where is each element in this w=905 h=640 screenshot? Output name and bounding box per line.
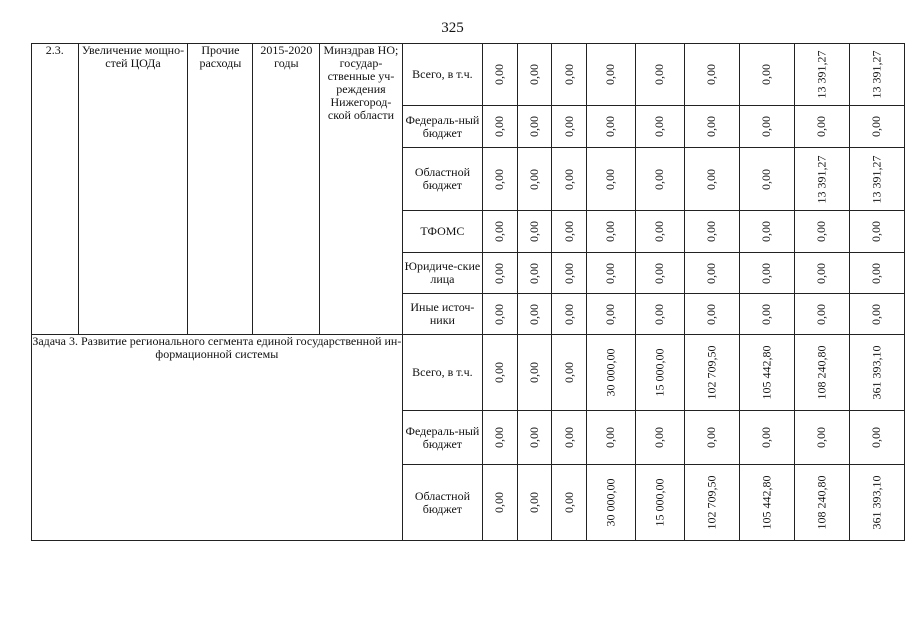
funding-value: 0,00 — [561, 262, 576, 284]
period: 2015-2020 годы — [253, 44, 320, 335]
funding-value-cell — [684, 465, 739, 541]
funding-value: 0,00 — [759, 427, 774, 448]
funding-value: 0,00 — [561, 427, 576, 448]
funding-value-cell — [739, 253, 794, 294]
funding-value-cell — [552, 148, 587, 211]
funding-value-cell — [794, 411, 849, 465]
funding-value-cell — [586, 335, 635, 411]
funding-value: 0,00 — [704, 168, 719, 190]
funding-value: 105 442,80 — [759, 345, 774, 400]
funding-value-cell — [586, 294, 635, 335]
funding-value-cell — [552, 211, 587, 253]
funding-value: 0,00 — [527, 221, 542, 242]
funding-value-cell — [635, 44, 684, 106]
funding-value: 0,00 — [759, 221, 774, 242]
funding-source-label: Областной бюджет — [402, 148, 482, 211]
funding-value-cell — [635, 411, 684, 465]
funding-value-cell — [483, 44, 518, 106]
funding-value: 0,00 — [814, 221, 829, 242]
funding-value-cell — [794, 253, 849, 294]
funding-value-cell — [517, 335, 552, 411]
funding-value-cell — [635, 211, 684, 253]
funding-value: 15 000,00 — [652, 348, 667, 397]
funding-value-cell — [586, 44, 635, 106]
funding-value: 0,00 — [652, 221, 667, 242]
funding-value: 0,00 — [814, 116, 829, 137]
funding-value-cell — [739, 294, 794, 335]
funding-value-cell — [483, 335, 518, 411]
funding-value-cell — [586, 465, 635, 541]
funding-value: 0,00 — [869, 116, 884, 137]
funding-value: 0,00 — [561, 116, 576, 137]
funding-value: 30 000,00 — [603, 348, 618, 397]
funding-value-cell — [552, 253, 587, 294]
executor: Минздрав НО; государ-ственные уч-реждения Нижегород-ской области — [320, 44, 402, 335]
funding-value-cell — [483, 106, 518, 148]
funding-value: 0,00 — [704, 116, 719, 137]
funding-value-cell — [794, 465, 849, 541]
funding-value-cell — [635, 335, 684, 411]
funding-value-cell — [586, 148, 635, 211]
funding-value-cell — [739, 106, 794, 148]
funding-value-cell — [517, 148, 552, 211]
funding-source-label: Всего, в т.ч. — [402, 44, 482, 106]
funding-value-cell — [552, 411, 587, 465]
funding-value-cell — [794, 44, 849, 106]
funding-value-cell — [849, 211, 904, 253]
funding-value-cell — [635, 148, 684, 211]
funding-value-cell — [517, 465, 552, 541]
funding-value-cell — [684, 253, 739, 294]
funding-value: 0,00 — [704, 303, 719, 325]
funding-value: 0,00 — [561, 303, 576, 325]
funding-value: 0,00 — [759, 168, 774, 190]
funding-value: 0,00 — [652, 303, 667, 325]
funding-value-cell — [849, 253, 904, 294]
funding-value-cell — [794, 148, 849, 211]
funding-value: 361 393,10 — [869, 345, 884, 400]
funding-value: 0,00 — [704, 262, 719, 284]
funding-value: 0,00 — [814, 427, 829, 448]
funding-value-cell — [739, 335, 794, 411]
funding-value-cell — [849, 106, 904, 148]
funding-value-cell — [552, 294, 587, 335]
funding-source-label: Всего, в т.ч. — [402, 335, 482, 411]
funding-value: 0,00 — [759, 262, 774, 284]
funding-value: 0,00 — [652, 116, 667, 137]
funding-value: 15 000,00 — [652, 478, 667, 527]
funding-value-cell — [635, 253, 684, 294]
funding-value: 0,00 — [492, 492, 507, 513]
funding-value-cell — [517, 294, 552, 335]
funding-value: 0,00 — [527, 362, 542, 383]
funding-value: 0,00 — [814, 262, 829, 284]
funding-value: 0,00 — [561, 168, 576, 190]
funding-value: 0,00 — [603, 168, 618, 190]
funding-value-cell — [849, 411, 904, 465]
funding-value: 0,00 — [527, 116, 542, 137]
funding-value-cell — [517, 44, 552, 106]
funding-value-cell — [849, 465, 904, 541]
funding-value: 0,00 — [603, 64, 618, 85]
funding-value-cell — [517, 106, 552, 148]
budget-table — [31, 43, 905, 541]
funding-value: 0,00 — [527, 427, 542, 448]
funding-value: 0,00 — [527, 303, 542, 325]
funding-value-cell — [684, 106, 739, 148]
funding-value: 0,00 — [561, 492, 576, 513]
funding-value: 0,00 — [492, 168, 507, 190]
funding-value: 0,00 — [869, 303, 884, 325]
funding-value: 102 709,50 — [704, 345, 719, 400]
funding-value: 0,00 — [492, 116, 507, 137]
funding-value: 0,00 — [869, 427, 884, 448]
funding-value-cell — [684, 411, 739, 465]
funding-value: 0,00 — [759, 116, 774, 137]
funding-value: 0,00 — [561, 362, 576, 383]
funding-value-cell — [849, 335, 904, 411]
funding-value: 105 442,80 — [759, 475, 774, 530]
funding-value-cell — [739, 411, 794, 465]
funding-value: 108 240,80 — [814, 475, 829, 530]
funding-value: 0,00 — [492, 262, 507, 284]
funding-value-cell — [739, 211, 794, 253]
funding-value-cell — [739, 465, 794, 541]
funding-value-cell — [483, 253, 518, 294]
funding-value: 0,00 — [492, 427, 507, 448]
funding-value-cell — [517, 253, 552, 294]
funding-value: 0,00 — [759, 64, 774, 85]
funding-value-cell — [684, 148, 739, 211]
funding-value: 0,00 — [603, 427, 618, 448]
row-number: 2.3. — [32, 44, 79, 335]
funding-value: 0,00 — [561, 64, 576, 85]
funding-value: 0,00 — [869, 262, 884, 284]
funding-value-cell — [483, 294, 518, 335]
funding-value: 0,00 — [603, 303, 618, 325]
funding-value-cell — [586, 211, 635, 253]
funding-source-label: Иные источ-ники — [402, 294, 482, 335]
funding-value: 0,00 — [704, 427, 719, 448]
funding-value: 0,00 — [652, 427, 667, 448]
funding-source-label: ТФОМС — [402, 211, 482, 253]
funding-value: 13 391,27 — [869, 50, 884, 99]
funding-value-cell — [635, 294, 684, 335]
funding-value: 30 000,00 — [603, 478, 618, 527]
funding-value-cell — [739, 44, 794, 106]
funding-value: 0,00 — [561, 221, 576, 242]
funding-value: 13 391,27 — [814, 50, 829, 99]
page-number: 325 — [441, 20, 464, 36]
funding-value: 13 391,27 — [869, 155, 884, 203]
funding-value: 0,00 — [492, 303, 507, 325]
funding-value: 0,00 — [492, 362, 507, 383]
funding-value: 0,00 — [527, 492, 542, 513]
funding-value-cell — [483, 148, 518, 211]
funding-value: 0,00 — [814, 303, 829, 325]
funding-value-cell — [794, 211, 849, 253]
funding-value-cell — [483, 465, 518, 541]
funding-value-cell — [552, 44, 587, 106]
funding-value: 0,00 — [527, 168, 542, 190]
funding-value: 0,00 — [652, 168, 667, 190]
expense-type: Прочие расходы — [188, 44, 253, 335]
funding-value-cell — [586, 411, 635, 465]
funding-value: 0,00 — [527, 262, 542, 284]
funding-value: 0,00 — [527, 64, 542, 85]
funding-value-cell — [517, 411, 552, 465]
funding-value-cell — [739, 148, 794, 211]
funding-source-label: Областной бюджет — [402, 465, 482, 541]
funding-value: 0,00 — [652, 64, 667, 85]
funding-value: 0,00 — [704, 64, 719, 85]
measure-name: Увеличение мощно-стей ЦОДа — [78, 44, 188, 335]
funding-value-cell — [586, 106, 635, 148]
funding-value: 0,00 — [652, 262, 667, 284]
funding-value-cell — [684, 44, 739, 106]
table-row — [32, 44, 905, 106]
funding-source-label: Юридиче-ские лица — [402, 253, 482, 294]
funding-value-cell — [684, 294, 739, 335]
funding-value: 108 240,80 — [814, 345, 829, 400]
funding-source-label: Федераль-ный бюджет — [402, 106, 482, 148]
funding-value-cell — [794, 294, 849, 335]
funding-value-cell — [794, 106, 849, 148]
funding-value-cell — [684, 335, 739, 411]
funding-value-cell — [552, 335, 587, 411]
funding-value-cell — [849, 294, 904, 335]
funding-value: 361 393,10 — [869, 475, 884, 530]
funding-value: 0,00 — [759, 303, 774, 325]
task-title: Задача 3. Развитие регионального сегмента единой государственной ин-формационной системы — [32, 335, 403, 541]
funding-value: 102 709,50 — [704, 475, 719, 530]
funding-value-cell — [552, 465, 587, 541]
funding-value-cell — [635, 106, 684, 148]
funding-value-cell — [635, 465, 684, 541]
funding-value-cell — [586, 253, 635, 294]
funding-value-cell — [794, 335, 849, 411]
funding-value-cell — [517, 211, 552, 253]
funding-value: 0,00 — [492, 64, 507, 85]
funding-value: 0,00 — [603, 116, 618, 137]
funding-value: 0,00 — [603, 262, 618, 284]
table-row — [32, 335, 905, 411]
funding-value: 0,00 — [869, 221, 884, 242]
funding-value: 0,00 — [492, 221, 507, 242]
funding-value: 0,00 — [704, 221, 719, 242]
funding-source-label: Федераль-ный бюджет — [402, 411, 482, 465]
funding-value: 13 391,27 — [814, 155, 829, 203]
funding-value-cell — [849, 44, 904, 106]
funding-value-cell — [684, 211, 739, 253]
funding-value-cell — [552, 106, 587, 148]
funding-value-cell — [849, 148, 904, 211]
funding-value: 0,00 — [603, 221, 618, 242]
funding-value-cell — [483, 411, 518, 465]
funding-value-cell — [483, 211, 518, 253]
